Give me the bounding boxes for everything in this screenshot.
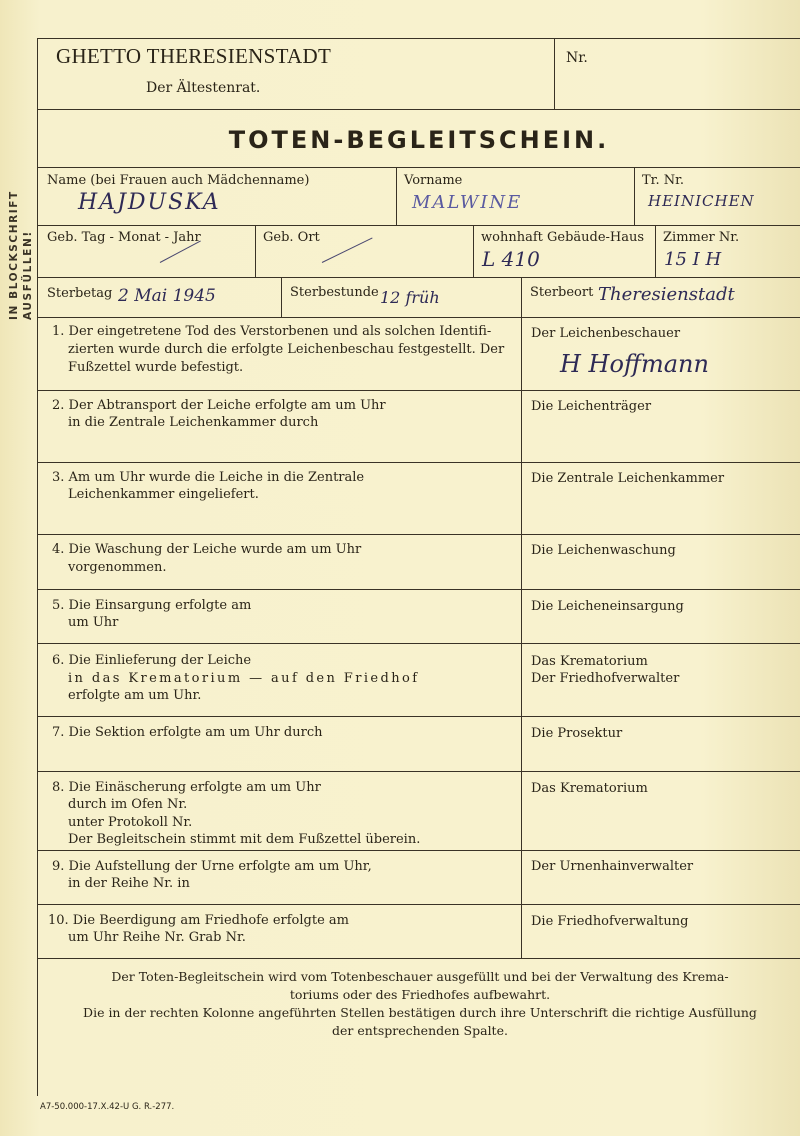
vorname-label: Vorname [404,173,463,188]
row-10-bottom-rule [37,958,800,959]
name-value: HAJDUSKA [78,190,221,215]
row-b-divider-2 [473,225,474,277]
row-3-right-label: Die Zentrale Leichenkammer [531,471,725,486]
side-instruction [4,160,38,320]
title-bottom-rule [37,167,800,168]
row-7-right-label: Die Prosektur [531,726,623,741]
row-5-line-2: um Uhr [68,615,119,630]
header-bottom-rule [37,109,800,110]
row-4-line-2: vorgenommen. [68,560,167,575]
row-4-right-label: Die Leichenwaschung [531,543,676,558]
footer-line-1: Der Toten-Begleitschein wird vom Totenbeschauer ausgefüllt und bei der Verwaltung des Krema- [111,969,729,984]
row-5-bottom-rule [37,643,800,644]
row-10-line-1: 10. Die Beerdigung am Friedhofe erfolgte am [48,913,349,928]
sterbeort-value: Theresienstadt [598,284,735,305]
print-code: A7-50.000-17.X.42-U G. R.-277. [40,1102,175,1112]
row-6-right-label-1: Das Krematorium [531,654,648,669]
row-8-line-2: durch im Ofen Nr. [68,797,188,812]
wohnhaft-label: wohnhaft Gebäude-Haus [481,230,645,245]
row-8-right-label: Das Krematorium [531,781,648,796]
name-label: Name (bei Frauen auch Mädchenname) [47,173,310,188]
row-1-bottom-rule [37,390,800,391]
row-9-bottom-rule [37,904,800,905]
row-1-line-3: Fußzettel wurde befestigt. [68,360,244,375]
frame-top-border [37,38,800,39]
row-5-line-1: 5. Die Einsargung erfolgte am [52,598,252,613]
footer-line-2: toriums oder des Friedhofes aufbewahrt. [289,987,551,1002]
row-7-line-1: 7. Die Sektion erfolgte am um Uhr durch [52,725,323,740]
row-8-line-4: Der Begleitschein stimmt mit dem Fußzettel überein. [68,832,421,847]
row-8-bottom-rule [37,850,800,851]
row-a-bottom-rule [37,225,800,226]
row-7-bottom-rule [37,771,800,772]
header-nr-label: Nr. [566,50,588,66]
row-1-right-label: Der Leichenbeschauer [531,326,681,341]
side-instruction-line-2: AUSFÜLLEN! [22,230,34,320]
row-b-divider-3 [655,225,656,277]
row-5-right-label: Die Leicheneinsargung [531,599,684,614]
row-c-divider-1 [281,277,282,317]
row-2-right-label: Die Leichenträger [531,399,652,414]
row-8-line-1: 8. Die Einäscherung erfolgte am um Uhr [52,780,321,795]
header-council: Der Ältestenrat. [146,80,261,96]
row-1-line-1: 1. Der eingetretene Tod des Verstorbenen und als solchen Identifi- [52,324,492,339]
row-8-line-3: unter Protokoll Nr. [68,815,193,830]
row-6-bottom-rule [37,716,800,717]
sterbetag-value: 2 Mai 1945 [118,286,216,306]
vorname-value: MALWINE [412,192,523,213]
row-3-bottom-rule [37,534,800,535]
zimmer-value: 15 I H [664,249,722,270]
sterbestunde-label: Sterbestunde [290,285,379,300]
row-1-signature: H Hoffmann [560,350,709,378]
zimmer-label: Zimmer Nr. [663,230,740,245]
row-9-line-1: 9. Die Aufstellung der Urne erfolgte am um Uhr, [52,859,372,874]
geb-ort-empty-mark [322,238,373,263]
row-10-right-label: Die Friedhofverwaltung [531,914,689,929]
trnr-label: Tr. Nr. [642,173,685,188]
row-4-line-1: 4. Die Waschung der Leiche wurde am um Uhr [52,542,362,557]
row-9-right-label: Der Urnenhainverwalter [531,859,694,874]
row-1-line-2: zierten wurde durch die erfolgte Leichenbeschau festgestellt. Der [68,342,505,357]
sterbetag-label: Sterbetag [47,286,113,301]
row-b-divider-1 [255,225,256,277]
sterbestunde-value: 12 früh [380,288,440,307]
footer-line-3: Die in der rechten Kolonne angeführten Stellen bestätigen durch ihre Unterschrift die richtige Ausfüllung [83,1005,757,1020]
side-instruction-line-1: IN BLOCKSCHRIFT [8,190,20,320]
row-9-line-2: in der Reihe Nr. in [68,876,190,891]
row-3-line-1: 3. Am um Uhr wurde die Leiche in die Zentrale [52,470,365,485]
geb-ort-label: Geb. Ort [263,230,320,245]
row-c-bottom-rule [37,317,800,318]
row-6-line-2: in das Krematorium — auf den Friedhof [68,671,420,686]
header-org: GHETTO THERESIENSTADT [56,44,332,68]
row-6-right-label-2: Der Friedhofverwalter [531,671,680,686]
wohnhaft-value: L 410 [482,247,540,271]
form-title: TOTEN-BEGLEITSCHEIN. [228,126,610,154]
right-column-divider [521,277,522,959]
row-b-bottom-rule [37,277,800,278]
row-2-line-2: in die Zentrale Leichenkammer durch [68,415,319,430]
header-divider [554,38,555,109]
trnr-value: HEINICHEN [648,192,755,210]
footer-line-4: der entsprechenden Spalte. [332,1023,508,1038]
row-2-line-1: 2. Der Abtransport der Leiche erfolgte am um Uhr [52,398,386,413]
row-a-divider-2 [634,167,635,225]
row-6-line-1: 6. Die Einlieferung der Leiche [52,653,252,668]
row-10-line-2: um Uhr Reihe Nr. Grab Nr. [68,930,246,945]
row-2-bottom-rule [37,462,800,463]
sterbeort-label: Sterbeort [530,285,594,300]
row-6-line-3: erfolgte am um Uhr. [68,688,202,703]
geb-tag-label: Geb. Tag - Monat - Jahr [47,230,201,245]
row-a-divider-1 [396,167,397,225]
frame-left-border [37,38,38,1096]
row-3-line-2: Leichenkammer eingeliefert. [68,487,259,502]
row-4-bottom-rule [37,589,800,590]
